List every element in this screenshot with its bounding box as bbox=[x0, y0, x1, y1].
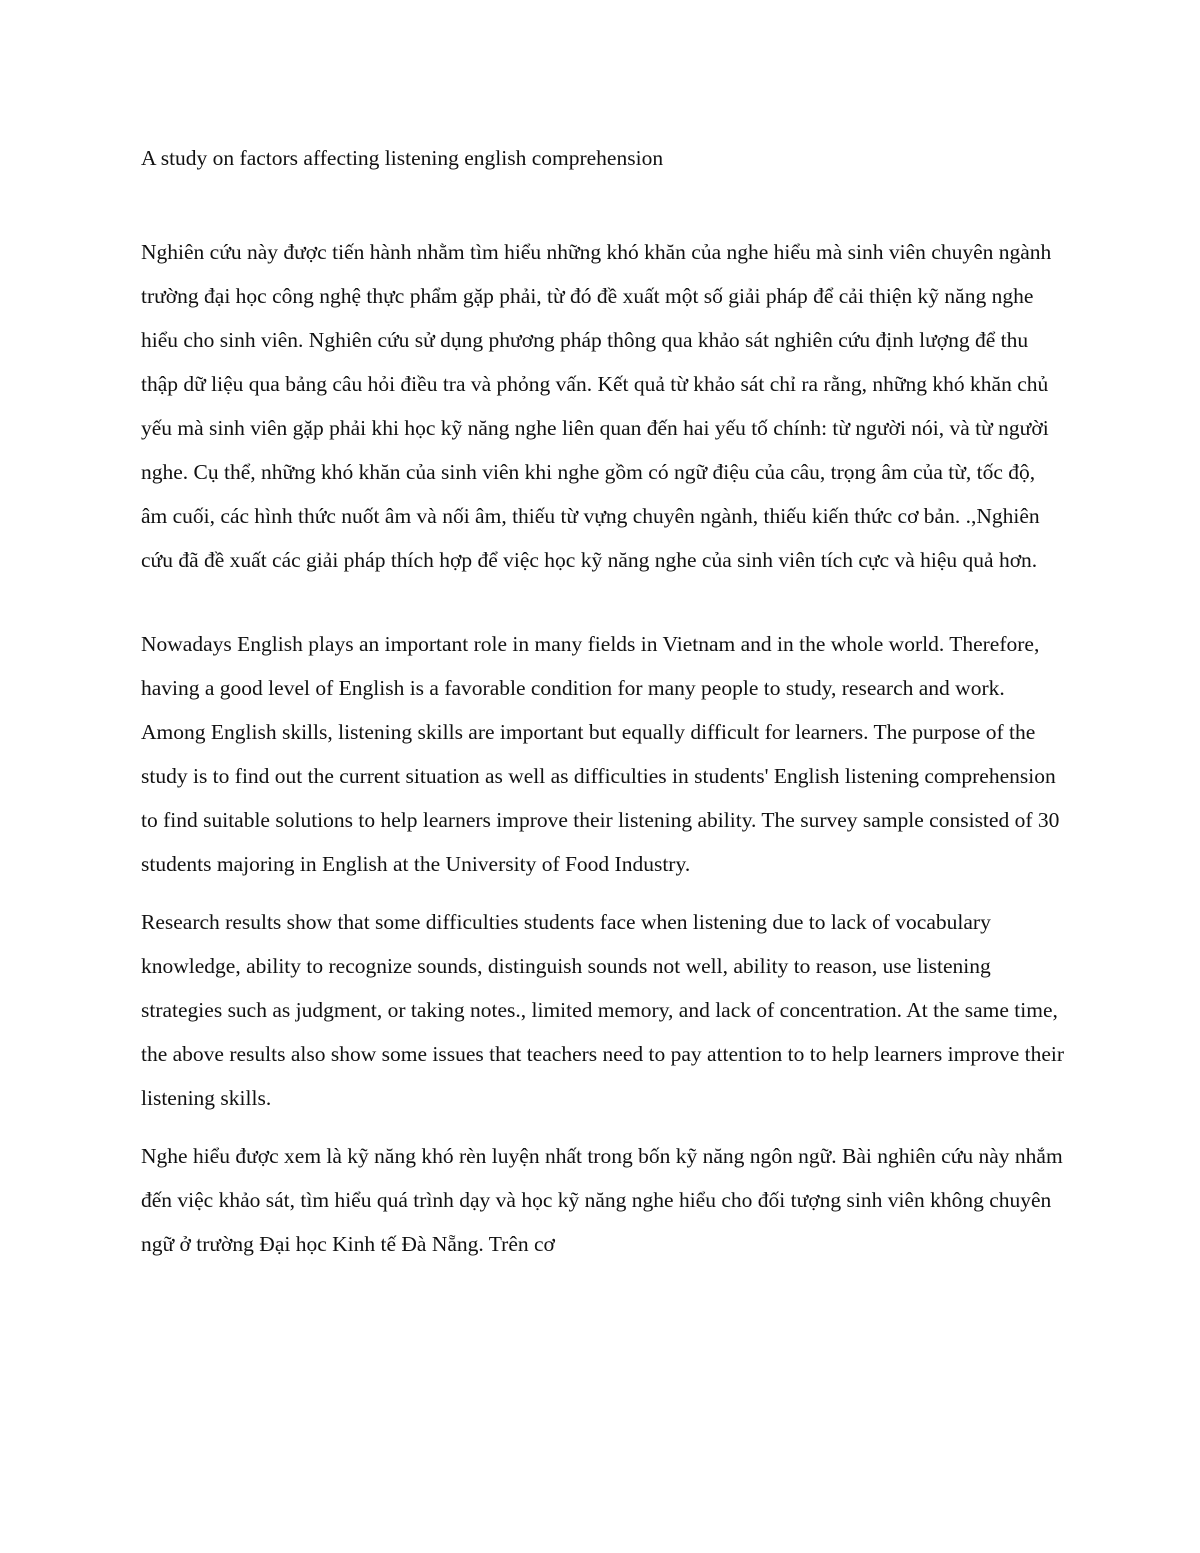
paragraph-english-results: Research results show that some difficulties students face when listening due to lack of vocabulary knowledge, ability to recognize sounds, distinguish sounds not well, ability to reason, use listening strategies such as judgment, or taking notes., limited memory, and lack of concentration. At the same time, the above results also show some issues that teachers need to pay attention to to help learners improve their listening skills. bbox=[141, 910, 1065, 1110]
paragraph-vietnamese-abstract: Nghiên cứu này được tiến hành nhằm tìm hiểu những khó khăn của nghe hiểu mà sinh viên chuyên ngành trường đại học công nghệ thực phẩm gặp phải, từ đó đề xuất một số giải pháp để cải thiện kỹ năng nghe hiểu cho sinh viên. Nghiên cứu sử dụng phương pháp thông qua khảo sát nghiên cứu định lượng để thu thập dữ liệu qua bảng câu hỏi điều tra và phỏng vấn. Kết quả từ khảo sát chỉ ra rằng, những khó khăn chủ yếu mà sinh viên gặp phải khi học kỹ năng nghe liên quan đến hai yếu tố chính: từ người nói, và từ người nghe. Cụ thể, những khó khăn của sinh viên khi nghe gồm có ngữ điệu của câu, trọng âm của từ, tốc độ, âm cuối, các hình thức nuốt âm và nối âm, thiếu từ vựng chuyên ngành, thiếu kiến thức cơ bản. .,Nghiên cứu đã đề xuất các giải pháp thích hợp để việc học kỹ năng nghe của sinh viên tích cực và hiệu quả hơn. bbox=[141, 240, 1052, 572]
paragraph-english-intro: Nowadays English plays an important role in many fields in Vietnam and in the whole world. Therefore, having a good level of English is a favorable condition for many people to study, research and work. Among English skills, listening skills are important but equally difficult for learners. The purpose of the study is to find out the current situation as well as difficulties in students' English listening comprehension to find suitable solutions to help learners improve their listening ability. The survey sample consisted of 30 students majoring in English at the University of Food Industry. bbox=[141, 632, 1060, 876]
paragraph-vietnamese-continued: Nghe hiểu được xem là kỹ năng khó rèn luyện nhất trong bốn kỹ năng ngôn ngữ. Bài nghiên cứu này nhắm đến việc khảo sát, tìm hiểu quá trình dạy và học kỹ năng nghe hiểu cho đối tượng sinh viên không chuyên ngữ ở trường Đại học Kinh tế Đà Nẵng. Trên cơ bbox=[141, 1144, 1063, 1256]
document-page bbox=[141, 138, 1066, 1266]
document-title: A study on factors affecting listening english comprehension bbox=[141, 146, 664, 170]
